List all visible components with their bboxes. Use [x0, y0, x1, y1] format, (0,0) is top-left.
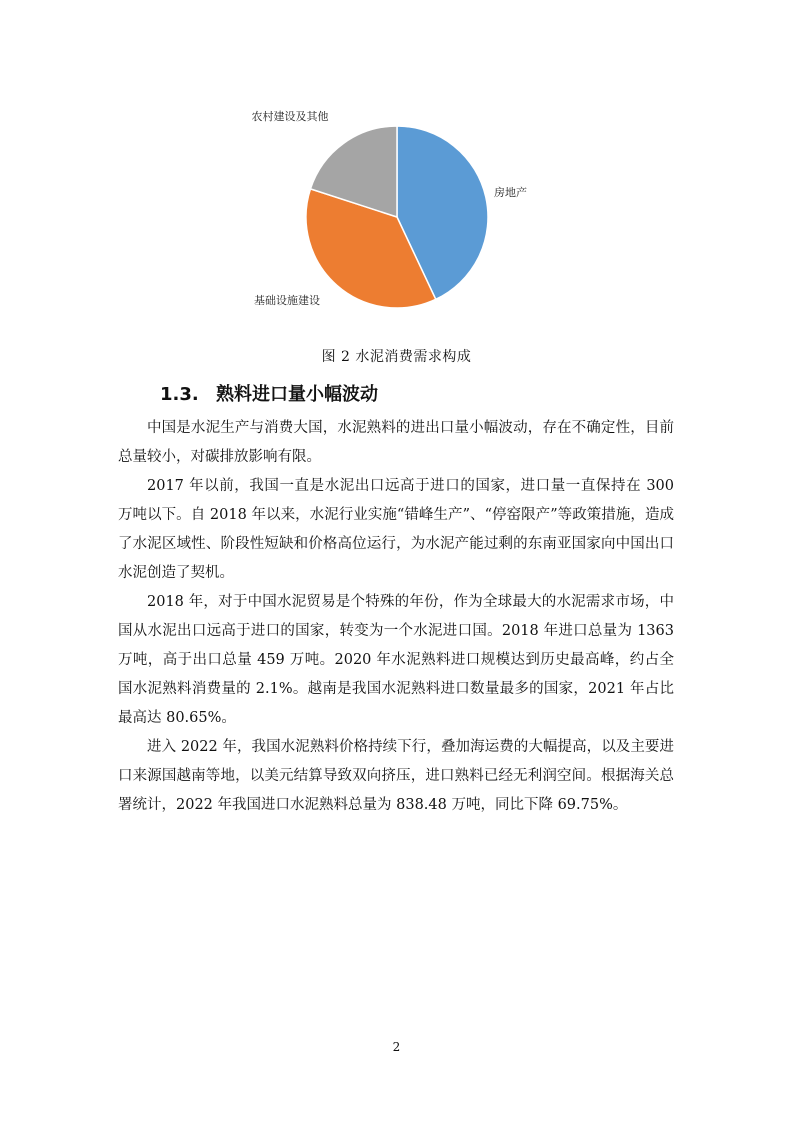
paragraph: 2017 年以前，我国一直是水泥出口远高于进口的国家，进口量一直保持在 300 万吨以下。自 2018 年以来，水泥行业实施“错峰生产”、“停窑限产”等政策措施，造成了水泥区域性、阶段性短缺和价格高位运行，为水泥产能过剩的东南亚国家向中国出口水泥创造了契机。 — [118, 478, 674, 581]
slice-label-real-estate: 房地产 — [494, 186, 527, 199]
pie-chart — [230, 95, 570, 325]
paragraph: 2018 年，对于中国水泥贸易是个特殊的年份，作为全球最大的水泥需求市场，中国从水泥出口远高于进口的国家，转变为一个水泥进口国。2018 年进口总量为 1363 万吨，高于出口总量 459 万吨。2020 年水泥熟料进口规模达到历史最高峰，约占全国水泥熟料消费量的 2.1%。越南是我国水泥熟料进口数量最多的国家，2021 年占比最高达 80.65%。 — [118, 594, 674, 726]
pie-chart-svg — [230, 95, 570, 325]
slice-label-infrastructure: 基础设施建设 — [254, 294, 320, 307]
paragraph: 中国是水泥生产与消费大国，水泥熟料的进出口量小幅波动，存在不确定性，目前总量较小，对碳排放影响有限。 — [118, 420, 674, 465]
slice-label-rural: 农村建设及其他 — [251, 110, 329, 123]
page-number: 2 — [392, 1040, 401, 1054]
body-text — [118, 414, 674, 820]
section-heading — [160, 380, 378, 406]
section-title: 熟料进口量小幅波动 — [216, 384, 378, 405]
section-number: 1.3. — [160, 384, 199, 405]
paragraph: 进入 2022 年，我国水泥熟料价格持续下行，叠加海运费的大幅提高，以及主要进口来源国越南等地，以美元结算导致双向挤压，进口熟料已经无利润空间。根据海关总署统计，2022 年我国进口水泥熟料总量为 838.48 万吨，同比下降 69.75%。 — [118, 739, 674, 813]
figure-caption: 图 2 水泥消费需求构成 — [321, 349, 472, 365]
